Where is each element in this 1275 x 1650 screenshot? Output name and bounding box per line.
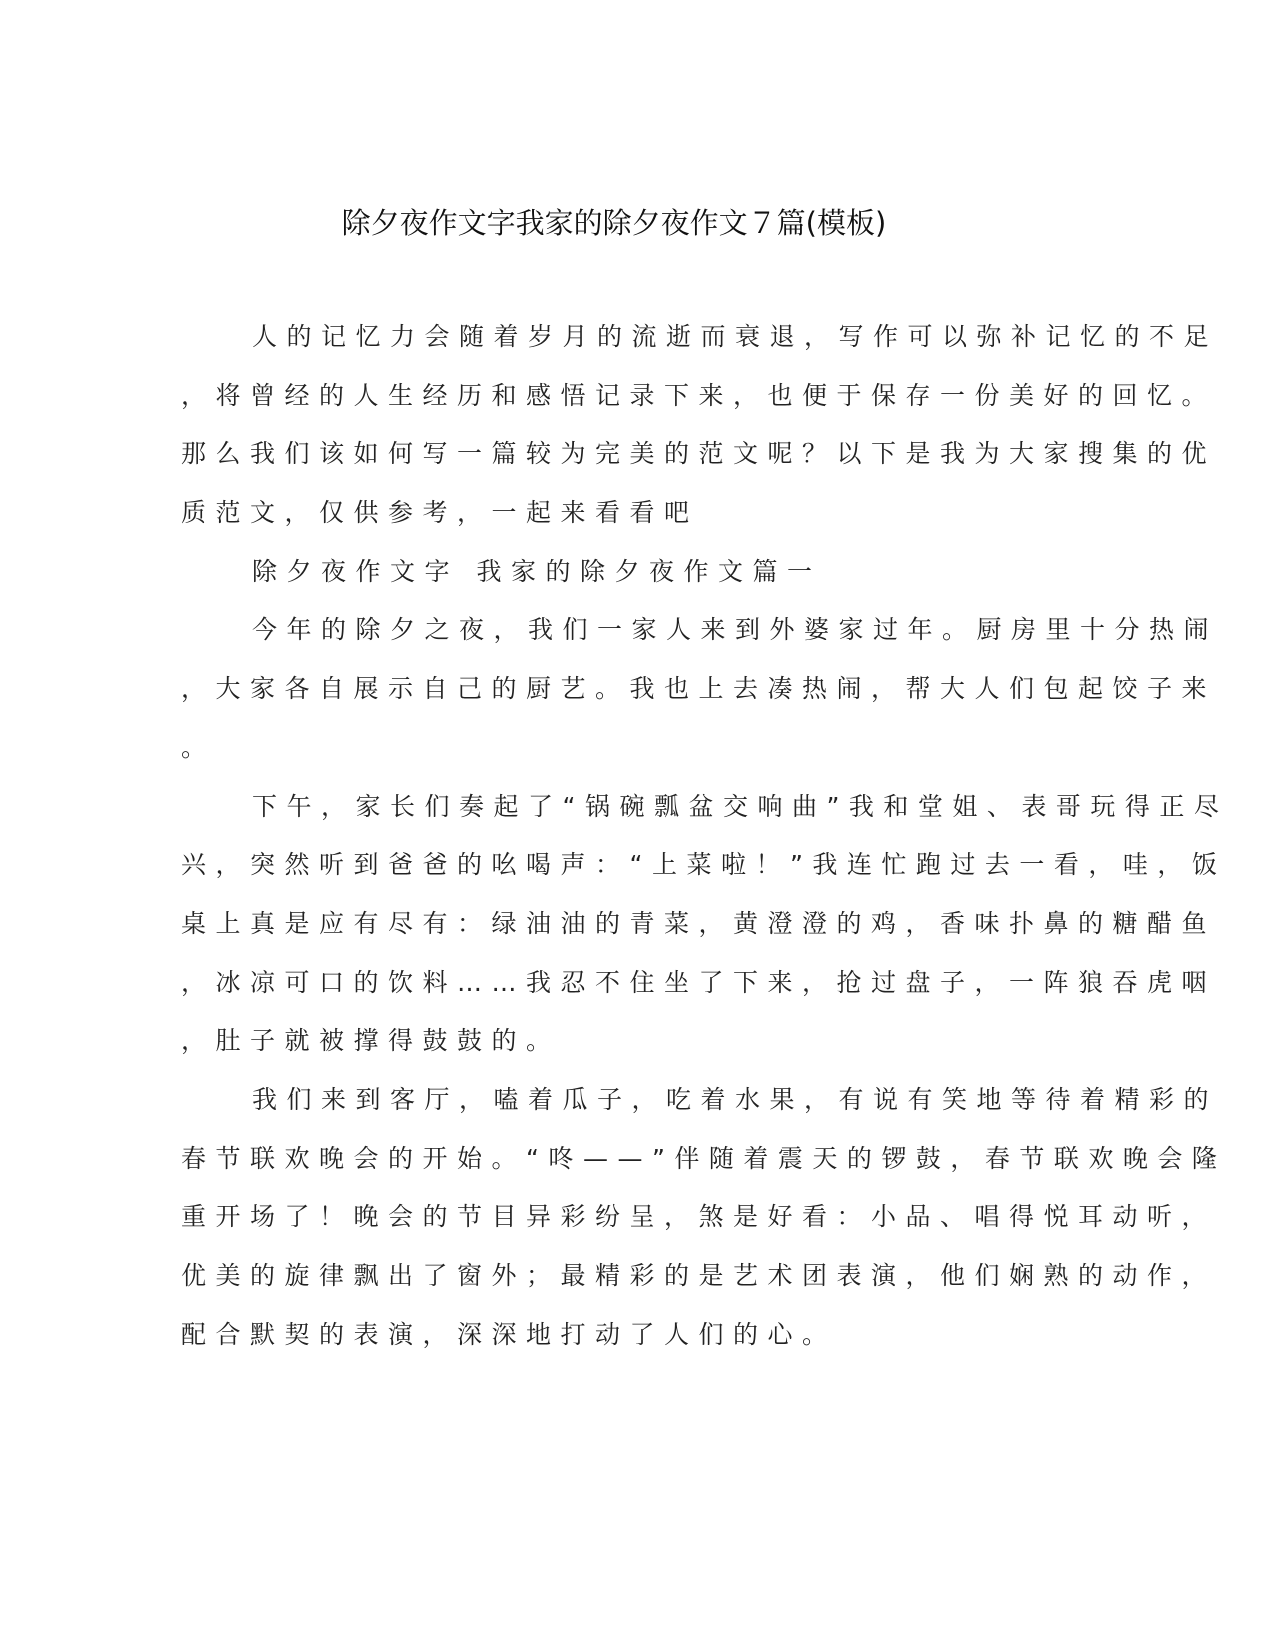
text-line: 今年的除夕之夜，我们一家人来到外婆家过年。厨房里十分热闹	[252, 615, 1219, 645]
text-line: ，将曾经的人生经历和感悟记录下来，也便于保存一份美好的回忆。	[181, 380, 1217, 410]
text-line: 兴，突然听到爸爸的吆喝声：“上菜啦！”我连忙跑过去一看，哇，饭	[181, 850, 1227, 880]
text-line: 质范文，仅供参考，一起来看看吧	[181, 498, 699, 528]
text-line: 我们来到客厅，嗑着瓜子，吃着水果，有说有笑地等待着精彩的	[252, 1084, 1219, 1114]
text-line: ，冰凉可口的饮料……我忍不住坐了下来，抢过盘子，一阵狼吞虎咽	[181, 967, 1217, 997]
text-line: 春节联欢晚会的开始。“咚——”伴随着震天的锣鼓，春节联欢晚会隆	[181, 1143, 1227, 1173]
text-line: 那么我们该如何写一篇较为完美的范文呢？以下是我为大家搜集的优	[181, 439, 1217, 469]
text-line: 下午，家长们奏起了“锅碗瓢盆交响曲”我和堂姐、表哥玩得正尽	[252, 791, 1229, 821]
text-line: 配合默契的表演，深深地打动了人们的心。	[181, 1319, 837, 1349]
text-line: 桌上真是应有尽有：绿油油的青菜，黄澄澄的鸡，香味扑鼻的糖醋鱼	[181, 908, 1217, 938]
document-body	[181, 308, 1229, 1364]
text-line: 除夕夜作文字 我家的除夕夜作文篇一	[252, 556, 822, 586]
text-line: 人的记忆力会随着岁月的流逝而衰退，写作可以弥补记忆的不足	[252, 322, 1219, 351]
text-line: ，肚子就被撑得鼓鼓的。	[181, 1026, 561, 1056]
document-title: 除夕夜作文字我家的除夕夜作文７篇(模板)	[341, 206, 887, 240]
text-line: 优美的旋律飘出了窗外；最精彩的是艺术团表演，他们娴熟的动作，	[181, 1261, 1217, 1290]
text-line: ，大家各自展示自己的厨艺。我也上去凑热闹，帮大人们包起饺子来	[181, 674, 1217, 704]
text-line: 重开场了！晚会的节目异彩纷呈，煞是好看：小品、唱得悦耳动听，	[181, 1202, 1217, 1232]
text-line: 。	[181, 732, 216, 762]
